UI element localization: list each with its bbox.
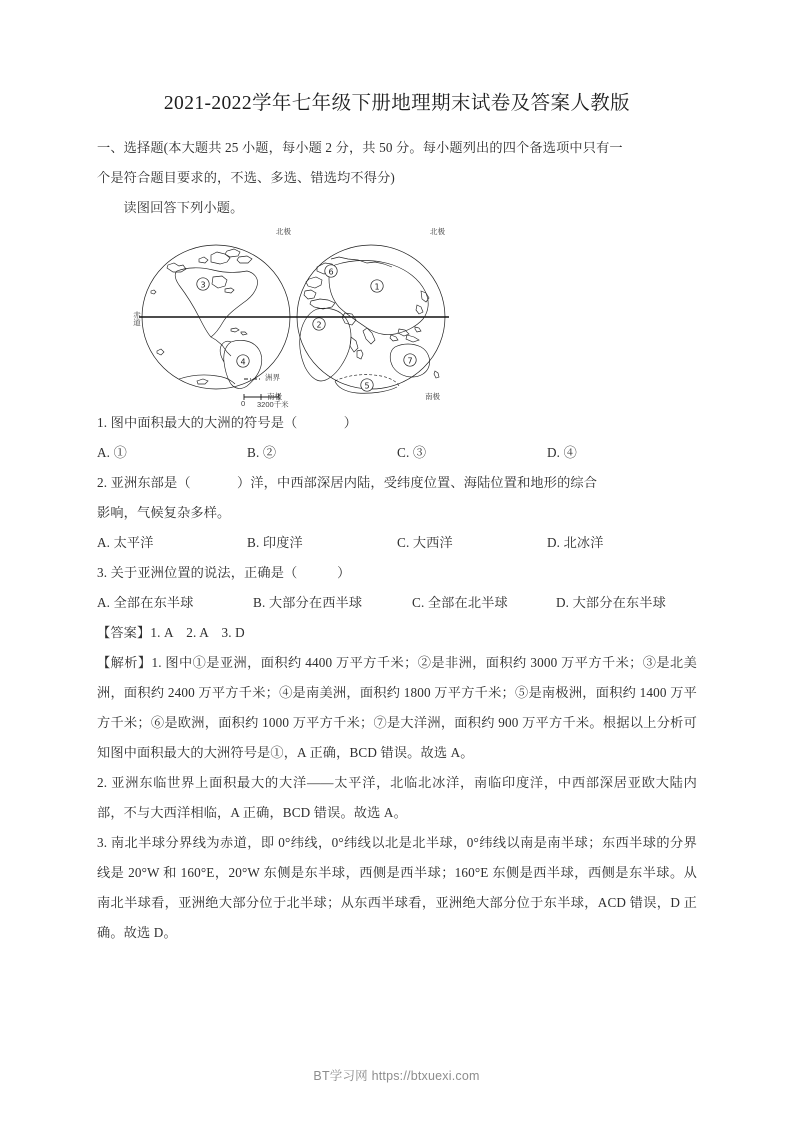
scale-zero-label: 0 [241, 399, 246, 409]
svg-text:3: 3 [200, 280, 206, 290]
svg-text:7: 7 [407, 356, 413, 366]
question-1-text: 图中面积最大的大洲的符号是（ [110, 415, 298, 431]
question-3-text: 关于亚洲位置的说法，正确是（ [110, 565, 298, 581]
question-2-option-c[interactable]: C. 大西洋 [397, 535, 453, 551]
label-south-pole-right: 南极 [425, 392, 440, 402]
scale-value-label: 3200千米 [257, 400, 289, 410]
svg-text:2: 2 [316, 320, 322, 330]
analysis-paragraph-3: 3. 南北半球分界线为赤道，即 0°纬线，0°纬线以北是北半球，0°纬线以南是南半球；东西半球的分界线是 20°W 和 160°E，20°W 东侧是东半球，西侧是西半球；160°E 东侧是西半球，西侧是东半球。从南北半球看，亚洲绝大部分位于北半球；从东西半球看，亚洲绝大部分位于东半球，ACD 错误，D 正确。故选 D。 [97, 835, 697, 941]
question-2-close: ）洋，中西部深居内陆，受纬度位置、海陆位置和地形的综合 [237, 475, 598, 491]
hemispheres-svg [139, 229, 449, 404]
label-north-pole-right: 北极 [430, 227, 445, 237]
question-3-option-b[interactable]: B. 大部分在西半球 [253, 595, 363, 611]
question-1-options [97, 438, 697, 468]
question-1-option-c[interactable]: C. ③ [397, 445, 427, 461]
label-equator: 赤道 [132, 311, 142, 327]
question-2-number: 2. [97, 475, 108, 491]
question-2-option-b[interactable]: B. 印度洋 [247, 535, 303, 551]
hemispheres-figure [97, 227, 697, 410]
question-2-stem [97, 468, 697, 498]
answer-label: 【答案】 [97, 625, 151, 641]
question-3-option-d[interactable]: D. 大部分在东半球 [556, 595, 666, 611]
reading-prompt: 读图回答下列小题。 [123, 200, 244, 216]
footer-url[interactable]: https://btxuexi.com [371, 1069, 480, 1083]
answer-text: 1. A 2. A 3. D [150, 625, 245, 641]
question-1-option-a[interactable]: A. ① [97, 445, 127, 461]
question-3-option-c[interactable]: C. 全部在北半球 [412, 595, 508, 611]
svg-text:4: 4 [240, 357, 246, 367]
question-3-stem [97, 558, 697, 588]
footer-site-name: BT学习网 [313, 1069, 368, 1083]
svg-text:1: 1 [374, 282, 380, 292]
analysis-paragraph-1 [97, 648, 697, 768]
question-2-options [97, 528, 697, 558]
footer-watermark [0, 1066, 793, 1084]
svg-text:6: 6 [328, 267, 334, 277]
analysis-label: 【解析】 [97, 655, 152, 671]
question-1-close: ） [343, 415, 358, 431]
page-title: 2021-2022学年七年级下册地理期末试卷及答案人教版 [163, 93, 631, 114]
section-heading-line2: 个是符合题目要求的，不选、多选、错选均不得分) [97, 170, 395, 186]
question-3-options [97, 588, 697, 618]
label-north-pole-left: 北极 [276, 227, 291, 237]
label-south-pole-left: 南极 [267, 392, 282, 402]
question-1-stem [97, 408, 697, 438]
analysis-text-1: 1. 图中①是亚洲，面积约 4400 万平方千米；②是非洲，面积约 3000 万平方千米；③是北美洲，面积约 2400 万平方千米；④是南美洲，面积约 1800 万平方千米；⑤是南极洲，面积约 1400 万平方千米；⑥是欧洲，面积约 1000 万平方千米；⑦是大洋洲，面积约 900 万平方千米。根据以上分析可知图中面积最大的大洲符号是①，A 正确，BCD 错误。故选 A。 [97, 655, 697, 761]
question-2-text: 亚洲东部是（ [110, 475, 191, 491]
question-1-number: 1. [97, 415, 108, 431]
question-2-stem-line2: 影响，气候复杂多样。 [97, 505, 231, 521]
question-3-option-a[interactable]: A. 全部在东半球 [97, 595, 194, 611]
answer-line [97, 618, 697, 648]
page-content [97, 90, 697, 948]
question-2-option-d[interactable]: D. 北冰洋 [547, 535, 604, 551]
svg-text:5: 5 [364, 381, 370, 391]
west-landmasses [151, 249, 262, 388]
question-3-close: ） [337, 565, 351, 581]
analysis-paragraph-2: 2. 亚洲东临世界上面积最大的大洋——太平洋，北临北冰洋，南临印度洋，中西部深居亚欧大陆内部，不与大西洋相临，A 正确，BCD 错误。故选 A。 [97, 775, 697, 821]
question-1-option-d[interactable]: D. ④ [547, 445, 577, 461]
question-3-number: 3. [97, 565, 108, 581]
continent-markers [197, 265, 416, 391]
question-1-option-b[interactable]: B. ② [247, 445, 277, 461]
section-heading-line1: 一、选择题(本大题共 25 小题，每小题 2 分，共 50 分。每小题列出的四个备选项中只有一 [97, 140, 623, 156]
legend-boundary-label: 洲界 [265, 373, 280, 383]
globe-diagram [139, 229, 449, 404]
question-2-option-a[interactable]: A. 太平洋 [97, 535, 154, 551]
